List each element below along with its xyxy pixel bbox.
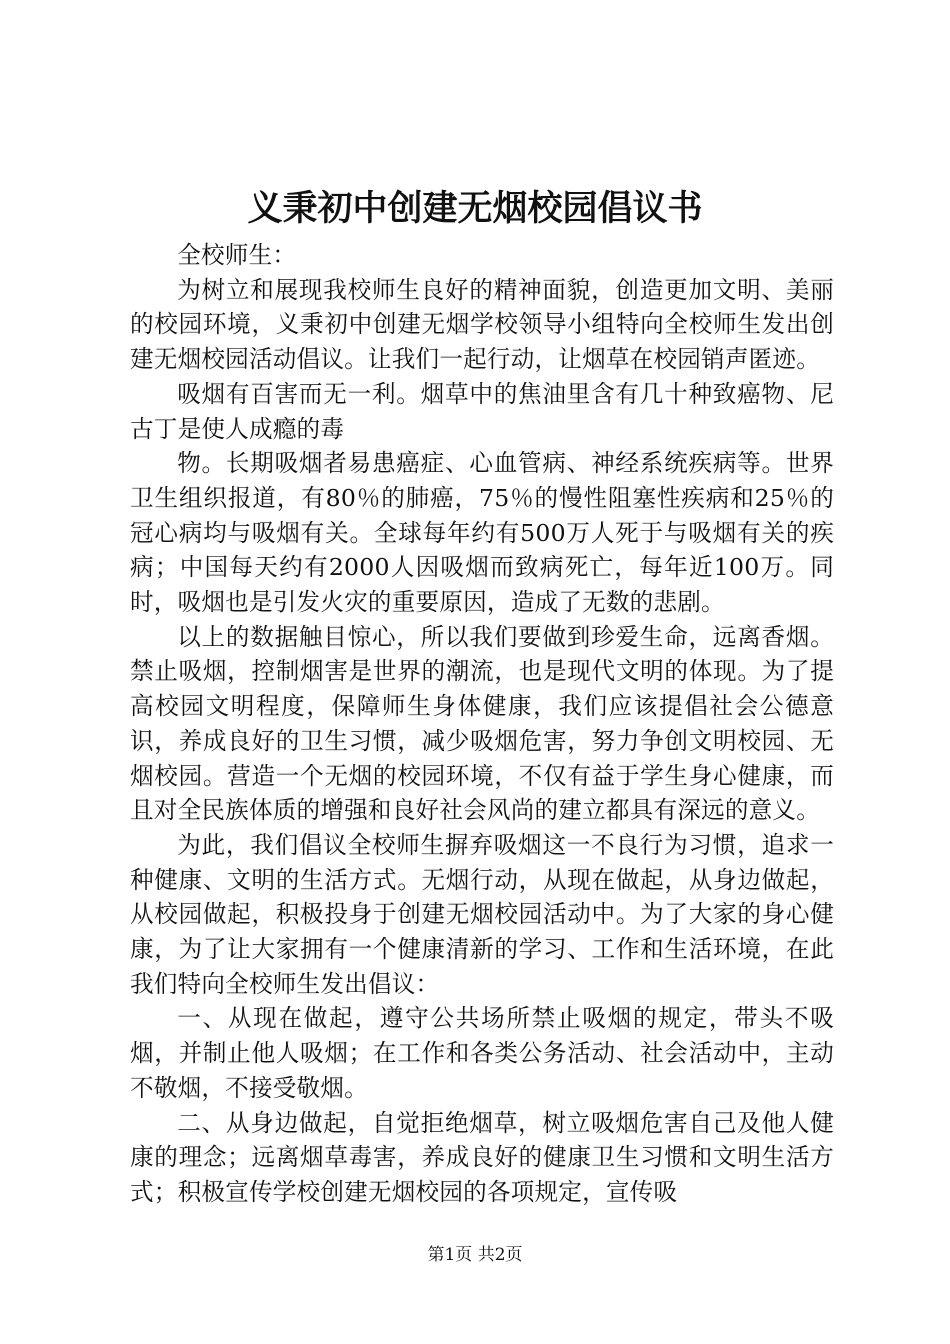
paragraph-proposal: 为此，我们倡议全校师生摒弃吸烟这一不良行为习惯，追求一种健康、文明的生活方式。无烟行动，从现在做起，从身边做起，从校园做起，积极投身于创建无烟校园活动中。为了大家的身心健康，为了让大家拥有一个健康清新的学习、工作和生活环境，在此我们特向全校师生发出倡议： [130,830,834,998]
page-title: 义秉初中创建无烟校园倡议书 [247,188,703,229]
document-body [130,238,834,1210]
paragraph-item-two: 二、从身边做起，自觉拒绝烟草，树立吸烟危害自己及他人健康的理念；远离烟草毒害，养成良好的健康卫生习惯和文明生活方式；积极宣传学校创建无烟校园的各项规定，宣传吸 [130,1108,834,1206]
page-number-footer: 第1页 共2页 [427,1245,523,1265]
paragraph-item-one: 一、从现在做起，遵守公共场所禁止吸烟的规定，带头不吸烟，并制止他人吸烟；在工作和各类公务活动、社会活动中，主动不敬烟，不接受敬烟。 [130,1004,834,1102]
paragraph-statistics: 物。长期吸烟者易患癌症、心血管病、神经系统疾病等。世界卫生组织报道，有80％的肺癌，75％的慢性阻塞性疾病和25％的冠心病均与吸烟有关。全球每年约有500万人死于与吸烟有关的疾病；中国每天约有2000人因吸烟而致病死亡，每年近100万。同时，吸烟也是引发火灾的重要原因，造成了无数的悲剧。 [130,449,834,617]
paragraph-harm: 吸烟有百害而无一利。烟草中的焦油里含有几十种致癌物、尼古丁是使人成瘾的毒 [130,379,834,443]
paragraph-intro: 为树立和展现我校师生良好的精神面貌，创造更加文明、美丽的校园环境，义秉初中创建无烟学校领导小组特向全校师生发出创建无烟校园活动倡议。让我们一起行动，让烟草在校园销声匿迹。 [130,275,834,374]
paragraph-significance: 以上的数据触目惊心，所以我们要做到珍爱生命，远离香烟。禁止吸烟，控制烟害是世界的潮流，也是现代文明的体现。为了提高校园文明程度，保障师生身体健康，我们应该提倡社会公德意识，养成良好的卫生习惯，减少吸烟危害，努力争创文明校园、无烟校园。营造一个无烟的校园环境，不仅有益于学生身心健康，而且对全民族体质的增强和良好社会风尚的建立都具有深远的意义。 [130,622,834,825]
salutation: 全校师生： [177,241,297,269]
